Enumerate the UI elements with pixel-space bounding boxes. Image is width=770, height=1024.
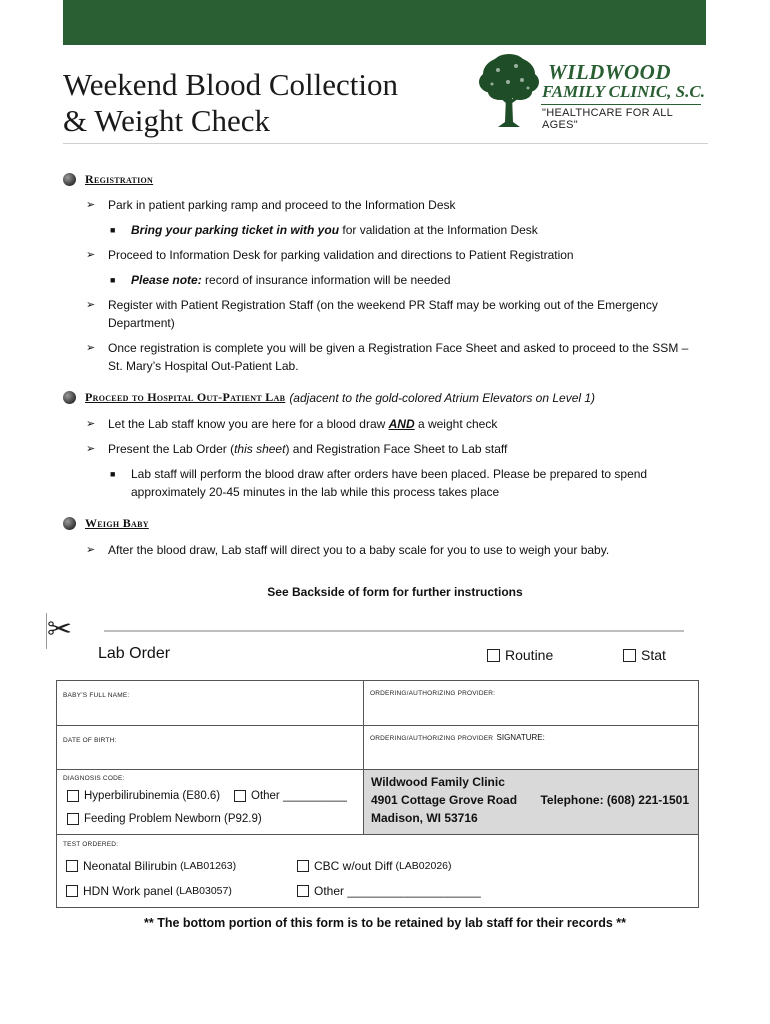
field-label: BABY’S FULL NAME: [63, 692, 130, 699]
babys-name-field[interactable] [57, 681, 364, 726]
arrow-bullet-icon: ➢ [86, 299, 96, 311]
checkbox-icon[interactable] [67, 790, 79, 802]
page-title [63, 67, 463, 139]
section-subheading: (adjacent to the gold-colored Atrium Elevators on Level 1) [289, 390, 596, 405]
emphasis-text: Bring your parking ticket in with you [131, 223, 340, 237]
title-divider [63, 143, 708, 144]
section-heading: Proceed to Hospital Out-Patient Lab [85, 390, 286, 404]
dx-hyperbilirubinemia-checkbox[interactable] [67, 790, 220, 802]
section-weigh [63, 516, 149, 531]
lab-order-title: Lab Order [98, 645, 171, 662]
title-line-2: & Weight Check [63, 103, 271, 138]
checkbox-label: Other ____________________ [314, 884, 481, 898]
field-label: TEST ORDERED: [63, 841, 119, 848]
stat-checkbox[interactable] [623, 647, 666, 663]
logo-name-line-2: FAMILY CLINIC, S.C. [542, 82, 705, 101]
list-item [86, 246, 706, 264]
diagnosis-code-field [57, 770, 364, 835]
clinic-logo [478, 52, 708, 132]
clinic-city: Madison, WI 53716 [371, 811, 478, 825]
sub-list-item [110, 271, 706, 289]
header-bar [63, 0, 706, 45]
bullet-icon [63, 173, 76, 186]
section-registration [63, 172, 153, 187]
checkbox-icon[interactable] [487, 649, 500, 662]
item-text: Proceed to Information Desk for parking validation and directions to Patient Registration [108, 248, 574, 262]
arrow-bullet-icon: ➢ [86, 443, 96, 455]
checkbox-label: Other __________ [251, 790, 347, 802]
item-text: Lab staff will perform the blood draw after orders have been placed. Please be prepared to spend approximately 20-45 minutes in the lab while this process takes place [131, 467, 648, 499]
lab-code: (LAB03057) [175, 885, 232, 897]
arrow-bullet-icon: ➢ [86, 418, 96, 430]
item-text: ) and Registration Face Sheet to Lab staff [285, 442, 508, 456]
emphasis-text: Please note: [131, 273, 202, 287]
lab-code: (LAB02026) [395, 860, 452, 872]
item-text: for validation at the Information Desk [339, 223, 538, 237]
tree-icon [478, 52, 540, 128]
checkbox-label: Hyperbilirubinemia (E80.6) [84, 790, 221, 802]
retention-note: ** The bottom portion of this form is to be retained by lab staff for their records ** [144, 916, 626, 930]
item-text: Register with Patient Registration Staff (on the weekend PR Staff may be working out of the Emergency Department) [108, 298, 658, 330]
square-bullet-icon: ■ [110, 225, 116, 235]
list-item [86, 415, 706, 433]
field-label: DATE OF BIRTH: [63, 737, 117, 744]
list-item [86, 296, 706, 332]
dx-other-checkbox[interactable] [234, 790, 347, 802]
square-bullet-icon: ■ [110, 275, 116, 285]
item-text: Once registration is complete you will be given a Registration Face Sheet and asked to proceed to the SSM – St. Mary’s Hospital Out-Patient Lab. [108, 341, 689, 373]
item-text: Let the Lab staff know you are here for a blood draw [108, 417, 389, 431]
logo-name-line-1: WILDWOOD [548, 60, 672, 84]
checkbox-label: Neonatal Bilirubin [83, 859, 178, 873]
square-bullet-icon: ■ [110, 469, 116, 479]
checkbox-icon[interactable] [623, 649, 636, 662]
clinic-phone: Telephone: (608) 221-1501 [540, 793, 689, 807]
list-item [86, 339, 706, 375]
field-label: DIAGNOSIS CODE: [63, 775, 125, 782]
checkbox-icon[interactable] [297, 860, 309, 872]
clinic-address: 4901 Cottage Grove Road [371, 793, 518, 807]
item-text: record of insurance information will be needed [201, 273, 451, 287]
logo-divider [541, 104, 701, 105]
dx-feeding-problem-checkbox[interactable] [67, 813, 262, 825]
bullet-icon [63, 391, 76, 404]
routine-checkbox[interactable] [487, 647, 553, 663]
section-proceed [63, 390, 595, 405]
see-backside-note: See Backside of form for further instructions [267, 585, 523, 599]
arrow-bullet-icon: ➢ [86, 199, 96, 211]
test-hdn-work-panel-checkbox[interactable] [66, 884, 232, 898]
item-text: Present the Lab Order ( [108, 442, 235, 456]
test-cbc-checkbox[interactable] [297, 859, 452, 873]
provider-signature-field[interactable] [364, 726, 698, 770]
logo-tagline: "HEALTHCARE FOR ALL AGES" [542, 107, 673, 131]
emphasis-text: AND [388, 417, 415, 431]
emphasis-text: this sheet [234, 442, 286, 456]
list-item [86, 541, 706, 559]
checkbox-icon[interactable] [297, 885, 309, 897]
arrow-bullet-icon: ➢ [86, 342, 96, 354]
list-item [86, 196, 706, 214]
list-item [86, 440, 706, 458]
checkbox-label: HDN Work panel [83, 884, 173, 898]
field-label: ORDERING/AUTHORIZING PROVIDER: [370, 690, 496, 697]
section-heading: Registration [85, 172, 154, 186]
item-text: After the blood draw, Lab staff will direct you to a baby scale for you to use to weigh your baby. [108, 543, 610, 557]
bullet-icon [63, 517, 76, 530]
title-line-1: Weekend Blood Collection [63, 67, 398, 102]
checkbox-icon[interactable] [66, 860, 78, 872]
test-neonatal-bilirubin-checkbox[interactable] [66, 859, 236, 873]
scissors-icon: ✂ [47, 613, 73, 646]
clinic-name: Wildwood Family Clinic [371, 775, 505, 789]
test-other-checkbox[interactable] [297, 884, 481, 898]
sub-list-item [110, 465, 706, 501]
clinic-address-line [371, 791, 691, 809]
section-heading: Weigh Baby [85, 516, 149, 530]
ordering-provider-field[interactable] [364, 681, 698, 726]
arrow-bullet-icon: ➢ [86, 544, 96, 556]
item-text: a weight check [414, 417, 498, 431]
checkbox-icon[interactable] [67, 813, 79, 825]
date-of-birth-field[interactable] [57, 726, 364, 770]
clinic-address-block [364, 770, 698, 835]
checkbox-label: Stat [641, 647, 666, 663]
checkbox-icon[interactable] [66, 885, 78, 897]
test-ordered-field [57, 835, 698, 907]
arrow-bullet-icon: ➢ [86, 249, 96, 261]
checkbox-label: Feeding Problem Newborn (P92.9) [84, 813, 262, 825]
field-label: ORDERING/AUTHORIZING PROVIDER [370, 735, 494, 742]
checkbox-label: Routine [505, 647, 554, 663]
cut-line [104, 630, 684, 632]
checkbox-icon[interactable] [234, 790, 246, 802]
checkbox-label: CBC w/out Diff [314, 859, 393, 873]
lab-code: (LAB01263) [180, 860, 237, 872]
item-text: Park in patient parking ramp and proceed to the Information Desk [108, 198, 456, 212]
field-label: SIGNATURE: [496, 733, 545, 742]
sub-list-item [110, 221, 706, 239]
lab-order-form [56, 680, 699, 908]
